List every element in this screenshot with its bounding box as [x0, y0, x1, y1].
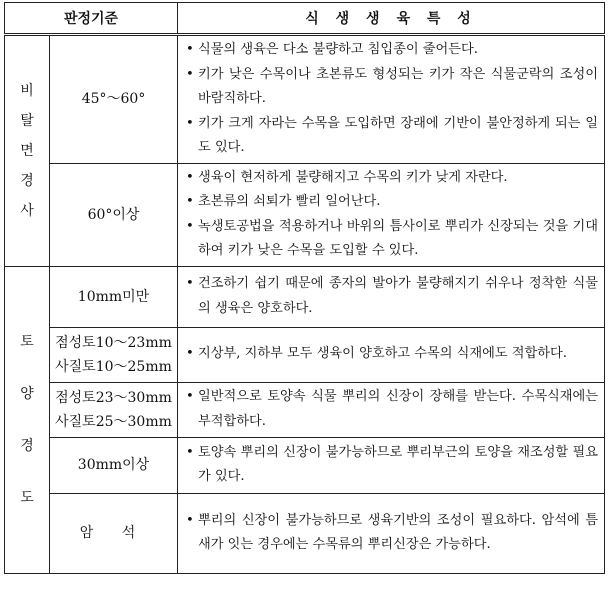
vegetation-growth-table	[4, 2, 605, 574]
bullet-item: • 건조하기 쉽기 때문에 종자의 발아가 불량해지기 쉬우나 정착한 식물의 생육은 양호하다.	[186, 272, 598, 321]
bullet-item: • 식물의 생육은 다소 불량하고 침입종이 줄어든다.	[186, 38, 598, 63]
bullet-item: • 초본류의 쇠퇴가 빨리 일어난다.	[186, 190, 598, 215]
bullet-item: • 생육이 현저하게 불량해지고 수목의 키가 낮게 자란다.	[186, 166, 598, 191]
table-row	[5, 437, 605, 493]
description-cell	[178, 163, 605, 266]
bullet-item: • 키가 낮은 수목이나 초본류도 형성되는 키가 작은 식물군락의 조성이 바람직하다.	[186, 63, 598, 112]
bullet-item: • 지상부, 지하부 모두 생육이 양호하고 수목의 식재에도 적합하다.	[186, 342, 598, 367]
criteria-cell: 30mm이상	[50, 437, 178, 493]
bullet-item: • 뿌리의 신장이 불가능하므로 생육기반의 조성이 필요하다. 암석에 틈새가 잇는 경우에는 수목류의 뿌리신장은 가능하다.	[186, 509, 598, 558]
criteria-cell: 점성토10～23mm 사질토10～25mm	[50, 327, 178, 382]
header-criteria: 판정기준	[5, 3, 178, 35]
header-characteristics: 식 생 생 육 특 성	[178, 3, 605, 35]
description-cell	[178, 266, 605, 327]
description-cell	[178, 493, 605, 573]
table-row	[5, 493, 605, 573]
description-cell	[178, 35, 605, 164]
description-cell	[178, 327, 605, 382]
table-row	[5, 382, 605, 437]
table-row	[5, 35, 605, 164]
criteria-cell: 60°이상	[50, 163, 178, 266]
bullet-item: • 키가 크게 자라는 수목을 도입하면 장래에 기반이 불안정하게 되는 일도 있다.	[186, 112, 598, 161]
table-row	[5, 266, 605, 327]
criteria-cell: 점성토23～30mm 사질토25～30mm	[50, 382, 178, 437]
description-cell	[178, 382, 605, 437]
criteria-cell: 10mm미만	[50, 266, 178, 327]
category-slope: 비 탈 면 경 사	[5, 35, 50, 267]
table-row	[5, 163, 605, 266]
bullet-item: • 일반적으로 토양속 식물 뿌리의 신장이 장해를 받는다. 수목식재에는 부적합하다.	[186, 385, 598, 434]
description-cell	[178, 437, 605, 493]
header-row	[5, 3, 605, 35]
criteria-cell: 암 석	[50, 493, 178, 573]
table-row	[5, 327, 605, 382]
bullet-item: • 녹생토공법을 적용하거나 바위의 틈사이로 뿌리가 신장되는 것을 기대하여 키가 낮은 수목을 도입할 수 있다.	[186, 215, 598, 264]
bullet-item: • 토양속 뿌리의 신장이 불가능하므로 뿌리부근의 토양을 재조성할 필요가 있다.	[186, 441, 598, 490]
category-soil-hardness: 토 양 경 도	[5, 266, 50, 573]
criteria-cell: 45°～60°	[50, 35, 178, 164]
